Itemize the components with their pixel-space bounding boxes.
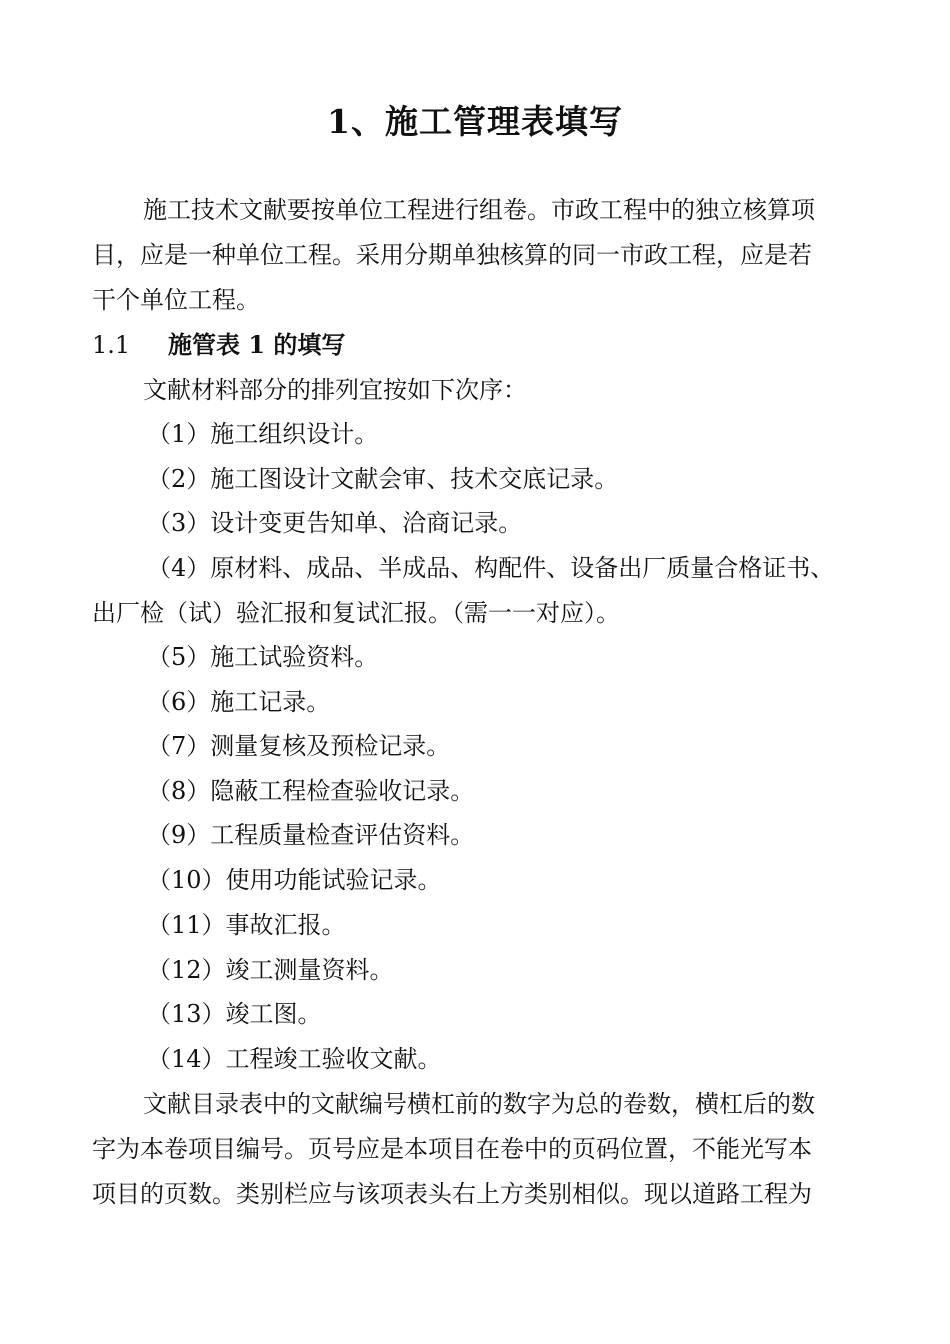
list-item: （7）测量复核及预检记录。 [147,732,451,760]
section-number: 1.1 [92,331,131,359]
closing-line-2: 字为本卷项目编号。页号应是本项目在卷中的页码位置，不能光写本 [92,1135,812,1163]
list-item: （9）工程质量检查评估资料。 [147,821,475,849]
list-item: （13）竣工图。 [147,1000,322,1028]
closing-line-3: 项目的页数。类别栏应与该项表头右上方类别相似。现以道路工程为 [92,1180,812,1208]
section-title: 施管表 1 的填写 [168,330,346,359]
list-item: （12）竣工测量资料。 [147,956,394,984]
list-item: （10）使用功能试验记录。 [147,866,442,894]
closing-line-1: 文献目录表中的文献编号横杠前的数字为总的卷数，横杠后的数 [143,1090,815,1118]
intro-line-3: 干个单位工程。 [92,286,260,314]
list-item: （2）施工图设计文献会审、技术交底记录。 [147,465,619,493]
intro-line-2: 目，应是一种单位工程。采用分期单独核算的同一市政工程，应是若 [92,241,812,269]
list-item: （5）施工试验资料。 [147,643,379,671]
list-item: （1）施工组织设计。 [147,420,379,448]
list-item: （11）事故汇报。 [147,911,346,939]
list-item: （4）原材料、成品、半成品、构配件、设备出厂质量合格证书、 [147,554,835,582]
list-item: （3）设计变更告知单、洽商记录。 [147,509,523,537]
list-item: （8）隐蔽工程检查验收记录。 [147,777,475,805]
order-intro: 文献材料部分的排列宜按如下次序： [143,376,527,404]
list-item-continuation: 出厂检（试）验汇报和复试汇报。（需一一对应）。 [92,599,620,627]
list-item: （14）工程竣工验收文献。 [147,1045,442,1073]
intro-line-1: 施工技术文献要按单位工程进行组卷。市政工程中的独立核算项 [143,196,815,224]
section-heading [92,325,345,365]
list-item: （6）施工记录。 [147,688,331,716]
page-title: 1、施工管理表填写 [327,102,623,141]
